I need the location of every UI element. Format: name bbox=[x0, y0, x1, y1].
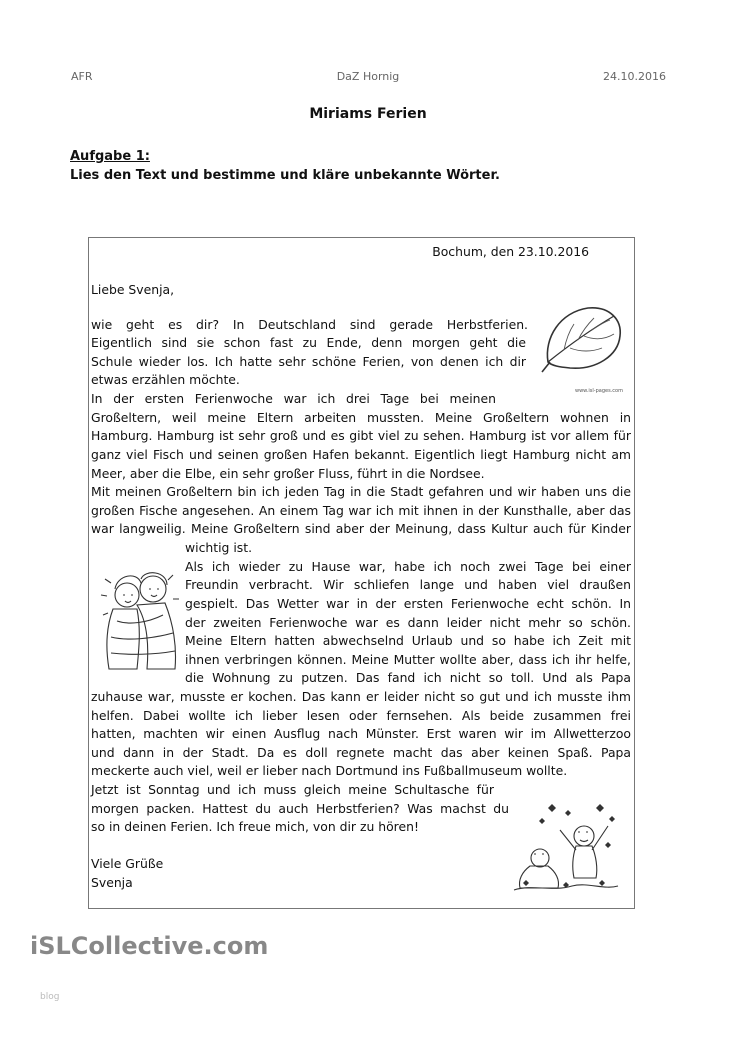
letter-line: Meer, aber die Elbe, ein sehr großer Fluss, führt in die Nordsee. bbox=[91, 466, 485, 481]
header-center: DaZ Hornig bbox=[336, 70, 400, 83]
letter-line: ganz viel Fisch und seinen großen Hafen bekannt. Eigentlich liegt Hamburg nicht am bbox=[91, 447, 631, 462]
letter-line: helfen. Dabei wollte ich lieber lesen oder fernsehen. Als beide zusammen frei bbox=[91, 708, 631, 723]
letter-line: etwas erzählen möchte. bbox=[91, 372, 240, 387]
letter-closing: Viele Grüße bbox=[91, 856, 164, 871]
task-instruction: Lies den Text und bestimme und kläre unbekannte Wörter. bbox=[70, 168, 500, 183]
letter-line: meckerte auch viel, weil er lieber nach Dortmund ins Fußballmuseum wollte. bbox=[91, 763, 568, 778]
letter-line: großen Fische angesehen. An einem Tag war ich mit ihnen in der Kunsthalle, aber das bbox=[91, 503, 631, 518]
letter-line: Großeltern, weil meine Eltern arbeiten mussten. Meine Großeltern wohnen in bbox=[91, 410, 631, 425]
letter-line: ihnen verbringen können. Meine Mutter wollte aber, dass ich ihr helfe, bbox=[185, 652, 631, 667]
letter-line: gespielt. Das Wetter war in der ersten Ferienwoche echt schön. In bbox=[185, 596, 631, 611]
leaf-caption: www.isl-pages.com bbox=[575, 388, 623, 394]
letter-line: Freundin verbracht. Wir schliefen lange und haben viel draußen bbox=[185, 577, 631, 592]
letter-line: hatten, machten wir einen Ausflug nach Münster. Erst waren wir im Allwetterzoo bbox=[91, 726, 631, 741]
letter-line: morgen packen. Hattest du auch Herbstferien? Was machst du bbox=[91, 801, 509, 816]
header-left: AFR bbox=[71, 70, 93, 83]
header-date: 24.10.2016 bbox=[603, 70, 666, 83]
letter-date: Bochum, den 23.10.2016 bbox=[432, 244, 589, 259]
letter-line: war langweilig. Meine Großeltern sind aber der Meinung, dass Kultur auch für Kinder bbox=[91, 521, 631, 536]
letter-line: wie geht es dir? In Deutschland sind gerade Herbstferien. bbox=[91, 317, 528, 332]
letter-line: Mit meinen Großeltern bin ich jeden Tag in die Stadt gefahren und wir haben uns die bbox=[91, 484, 631, 499]
letter-line: Hamburg. Hamburg ist sehr groß und es gibt viel zu sehen. Hamburg ist vor allem für bbox=[91, 428, 631, 443]
letter-line: und dann in der Stadt. Da es doll regnete macht das aber keinen Spaß. Papa bbox=[91, 745, 631, 760]
letter-line: so in deinen Ferien. Ich freue mich, von dir zu hören! bbox=[91, 819, 419, 834]
task-heading: Aufgabe 1: bbox=[70, 149, 150, 164]
letter-line: Schule wieder los. Ich hatte sehr schöne Ferien, von denen ich dir bbox=[91, 354, 526, 369]
letter-line: Jetzt ist Sonntag und ich muss gleich meine Schultasche für bbox=[91, 782, 494, 797]
letter-salutation: Liebe Svenja, bbox=[91, 282, 175, 297]
letter-line: wichtig ist. bbox=[185, 540, 253, 555]
page-title: Miriams Ferien bbox=[309, 106, 427, 122]
letter-line: die Wohnung zu putzen. Das fand ich nicht so toll. Und als Papa bbox=[185, 670, 631, 685]
letter-line: Eigentlich sind sie schon fast zu Ende, denn morgen geht die bbox=[91, 335, 526, 350]
blog-label: blog bbox=[40, 992, 60, 1002]
letter-line: Meine Eltern hatten abwechselnd Urlaub und so habe ich Zeit mit bbox=[185, 633, 631, 648]
watermark: iSLCollective.com bbox=[30, 932, 269, 960]
letter-line: der zweiten Ferienwoche war es dann leider nicht mehr so schön. bbox=[185, 615, 631, 630]
letter-line: zuhause war, musste er kochen. Das kann er leider nicht so gut und ich musste ihm bbox=[91, 689, 631, 704]
playing-children-illustration bbox=[512, 796, 620, 894]
children-illustration bbox=[97, 565, 183, 677]
letter-line: In der ersten Ferienwoche war ich drei Tage bei meinen bbox=[91, 391, 496, 406]
letter-signature: Svenja bbox=[91, 875, 133, 890]
leaf-illustration bbox=[540, 300, 626, 376]
letter-line: Als ich wieder zu Hause war, habe ich noch zwei Tage bei einer bbox=[185, 559, 631, 574]
